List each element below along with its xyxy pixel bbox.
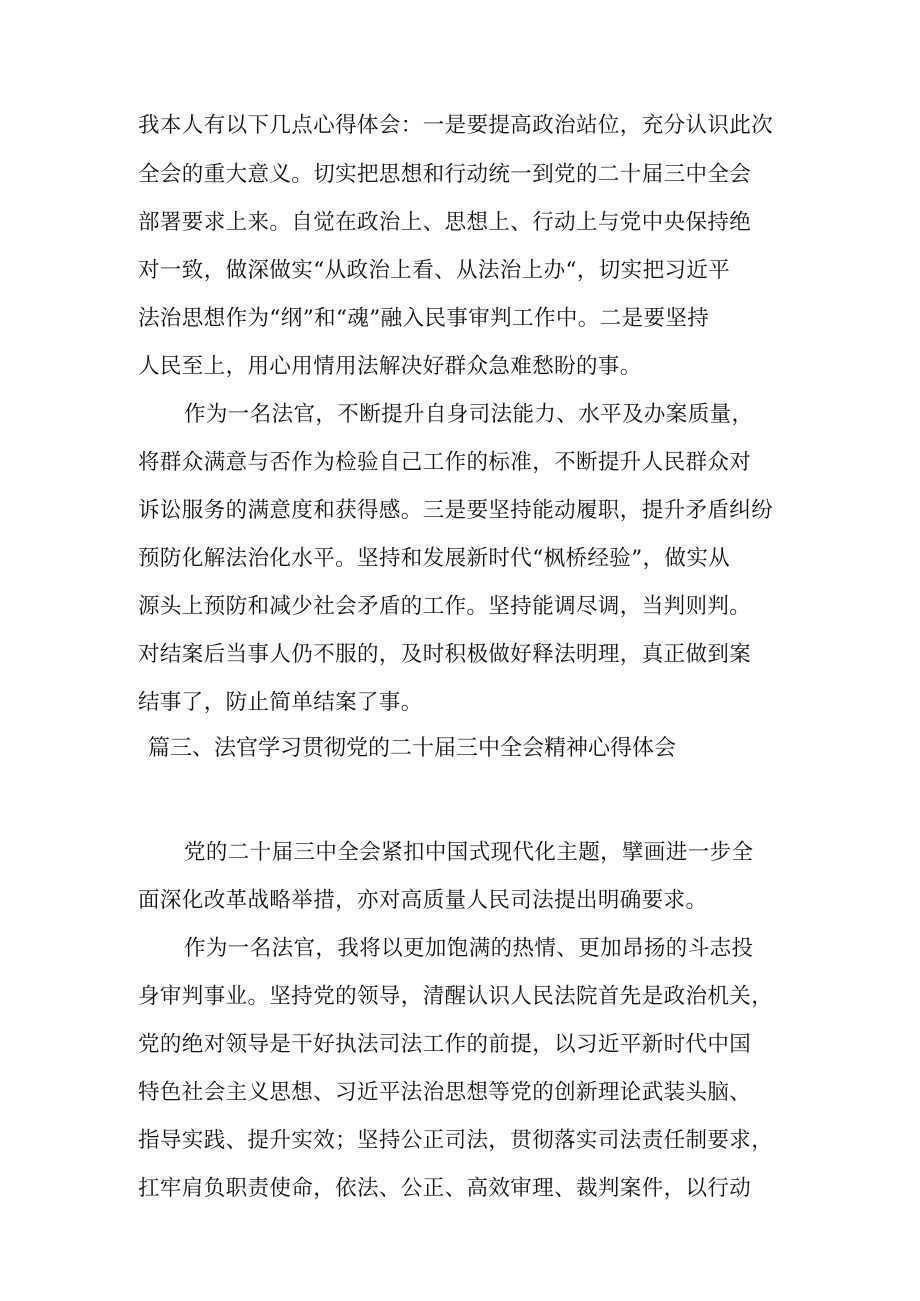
paragraph-line: 党的二十届三中全会紧扣中国式现代化主题，擘画进一步全 [184, 840, 754, 865]
paragraph-line: 预防化解法治化水平。坚持和发展新时代“枫桥经验”，做实从 [138, 546, 731, 571]
paragraph-line: 我本人有以下几点心得体会：一是要提高政治站位，充分认识此次 [138, 113, 774, 138]
paragraph-line: 对一致，做深做实“从政治上看、从法治上办“，切实把习近平 [138, 258, 731, 283]
section-heading: 篇三、法官学习贯彻党的二十届三中全会精神心得体会 [148, 736, 677, 761]
paragraph-line: 部署要求上来。自觉在政治上、思想上、行动上与党中央保持绝 [138, 210, 752, 235]
paragraph-line: 身审判事业。坚持党的领导，清醒认识人民法院首先是政治机关， [138, 984, 774, 1009]
paragraph-line: 全会的重大意义。切实把思想和行动统一到党的二十届三中全会 [138, 162, 752, 187]
paragraph-line: 面深化改革战略举措，亦对高质量人民司法提出明确要求。 [138, 888, 708, 913]
paragraph-line: 诉讼服务的满意度和获得感。三是要坚持能动履职，提升矛盾纠纷 [138, 498, 774, 523]
paragraph-line: 将群众满意与否作为检验自己工作的标准，不断提升人民群众对 [138, 450, 752, 475]
paragraph-line: 党的绝对领导是干好执法司法工作的前提，以习近平新时代中国 [138, 1032, 752, 1057]
paragraph-line: 法治思想作为“纲”和“魂”融入民事审判工作中。二是要坚持 [138, 306, 710, 331]
paragraph-line: 对结案后当事人仍不服的，及时积极做好释法明理，真正做到案 [138, 642, 752, 667]
paragraph-line: 结事了，防止简单结案了事。 [138, 690, 423, 715]
paragraph-line: 指导实践、提升实效；坚持公正司法，贯彻落实司法责任制要求， [138, 1128, 774, 1153]
paragraph-line: 扛牢肩负职责使命，依法、公正、高效审理、裁判案件，以行动 [138, 1176, 752, 1201]
paragraph-line: 特色社会主义思想、习近平法治思想等党的创新理论武装头脑、 [138, 1080, 752, 1105]
paragraph-line: 作为一名法官，我将以更加饱满的热情、更加昂扬的斗志投 [184, 936, 754, 961]
paragraph-line: 作为一名法官，不断提升自身司法能力、水平及办案质量， [184, 402, 754, 427]
paragraph-line: 人民至上，用心用情用法解决好群众急难愁盼的事。 [138, 354, 642, 379]
paragraph-line: 源头上预防和减少社会矛盾的工作。坚持能调尽调，当判则判。 [138, 594, 752, 619]
